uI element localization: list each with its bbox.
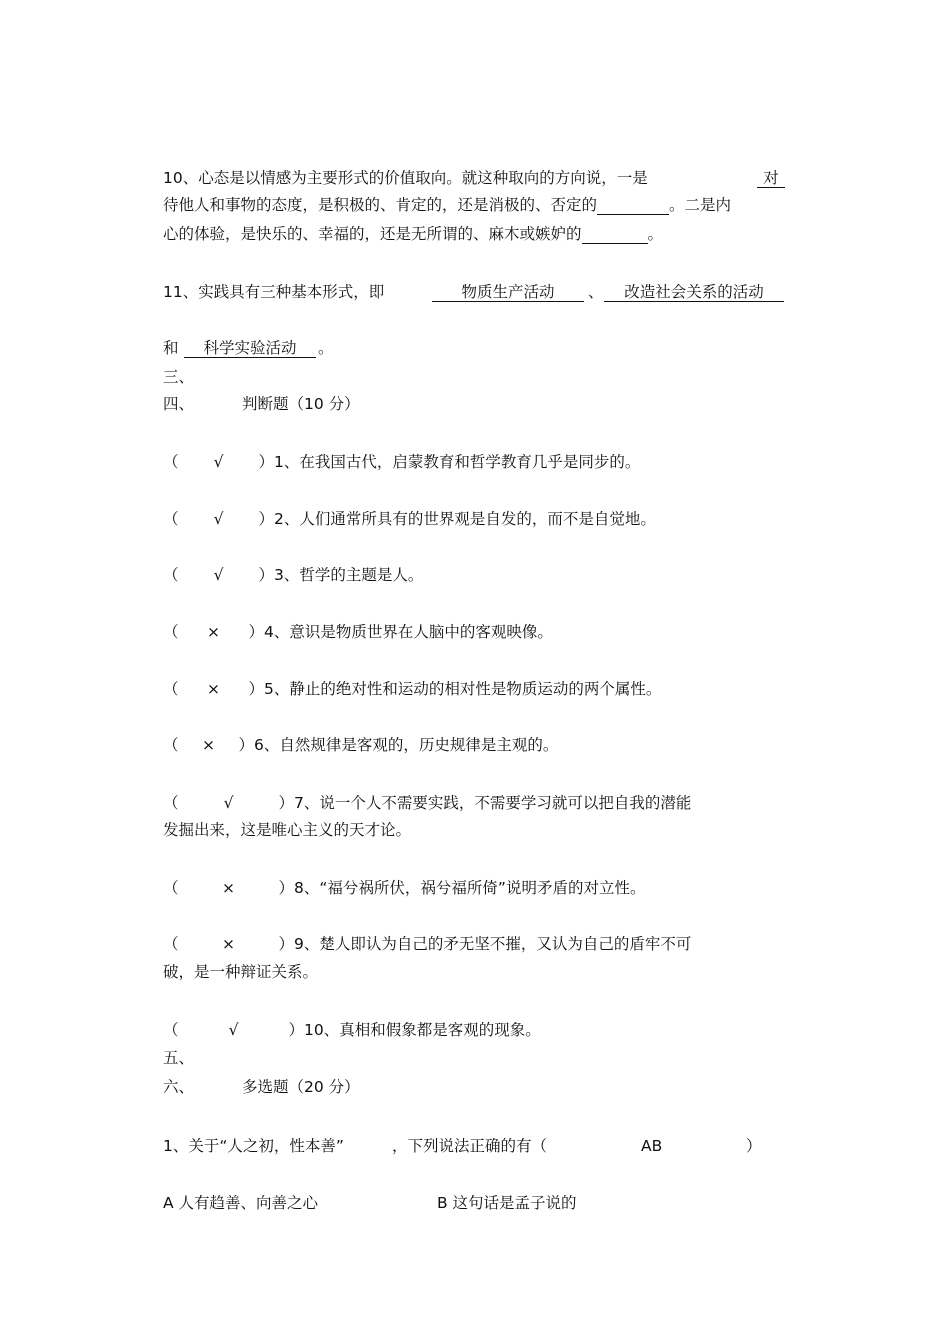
- judgment-mark: √: [213, 453, 224, 471]
- q11-tail: 。: [318, 339, 334, 357]
- judgment-mark: ×: [222, 879, 236, 897]
- mc-question-1-close: ）: [746, 1137, 762, 1155]
- mc-option-b: B 这句话是孟子说的: [437, 1194, 577, 1212]
- section-4-heading: 四、 判断题（10 分）: [163, 395, 360, 413]
- q10-line-3: 心的体验，是快乐的、幸福的，还是无所谓的、麻木或嫉妒的 。: [163, 225, 664, 243]
- section-6-heading: 六、 多选题（20 分）: [163, 1078, 360, 1096]
- section-3-heading: 三、: [163, 368, 195, 386]
- judgment-item-continuation: 发掘出来，这是唯心主义的天才论。: [163, 821, 412, 839]
- judgment-mark: ×: [202, 736, 216, 754]
- q11-line-1: 11、实践具有三种基本形式，即: [163, 283, 385, 301]
- q11-answer-1: 物质生产活动: [432, 282, 584, 302]
- judgment-item: （ × ）8、“福兮祸所伏，祸兮福所倚”说明矛盾的对立性。: [163, 879, 646, 897]
- judgment-item: （ √ ）7、说一个人不需要实践，不需要学习就可以把自我的潜能: [163, 794, 692, 812]
- judgment-mark: ×: [207, 623, 221, 641]
- q10-blank-3: [582, 224, 648, 244]
- judgment-mark: √: [213, 566, 224, 584]
- judgment-mark: ×: [207, 680, 221, 698]
- judgment-item: （ × ）4、意识是物质世界在人脑中的客观映像。: [163, 623, 553, 641]
- q10-blank-2: [597, 195, 669, 215]
- judgment-item: （ √ ）3、哲学的主题是人。: [163, 566, 424, 584]
- q11-line-2: 和: [163, 339, 179, 357]
- q10-line-1: 10、心态是以情感为主要形式的价值取向。就这种取向的方向说，一是: [163, 169, 648, 187]
- q10-line-2: 待他人和事物的态度，是积极的、肯定的，还是消极的、否定的 。二是内: [163, 196, 732, 214]
- q11-answer-2: 改造社会关系的活动: [604, 282, 784, 302]
- mc-question-1: 1、关于“人之初，性本善”: [163, 1137, 344, 1155]
- section-5-heading: 五、: [163, 1049, 195, 1067]
- mc-question-1-answer: AB: [641, 1137, 663, 1155]
- q11-answer-3: 科学实验活动: [184, 338, 316, 358]
- judgment-mark: ×: [222, 935, 236, 953]
- judgment-mark: √: [228, 1021, 239, 1039]
- judgment-item: （ √ ）1、在我国古代，启蒙教育和哲学教育几乎是同步的。: [163, 453, 641, 471]
- judgment-item: （ × ）5、静止的绝对性和运动的相对性是物质运动的两个属性。: [163, 680, 662, 698]
- mc-option-a: A 人有趋善、向善之心: [163, 1194, 319, 1212]
- judgment-item: （ √ ）2、人们通常所具有的世界观是自发的，而不是自觉地。: [163, 510, 656, 528]
- judgment-mark: √: [223, 794, 234, 812]
- mc-question-1-tail: ，下列说法正确的有（: [392, 1137, 548, 1155]
- judgment-mark: √: [213, 510, 224, 528]
- q10-blank-1: 对: [757, 168, 785, 188]
- judgment-item: （ × ）9、楚人即认为自己的矛无坚不摧，又认为自己的盾牢不可: [163, 935, 692, 953]
- judgment-item: （ × ）6、自然规律是客观的，历史规律是主观的。: [163, 736, 559, 754]
- judgment-item: （ √ ）10、真相和假象都是客观的现象。: [163, 1021, 541, 1039]
- judgment-item-continuation: 破，是一种辩证关系。: [163, 963, 319, 981]
- q11-separator: 、: [588, 283, 604, 301]
